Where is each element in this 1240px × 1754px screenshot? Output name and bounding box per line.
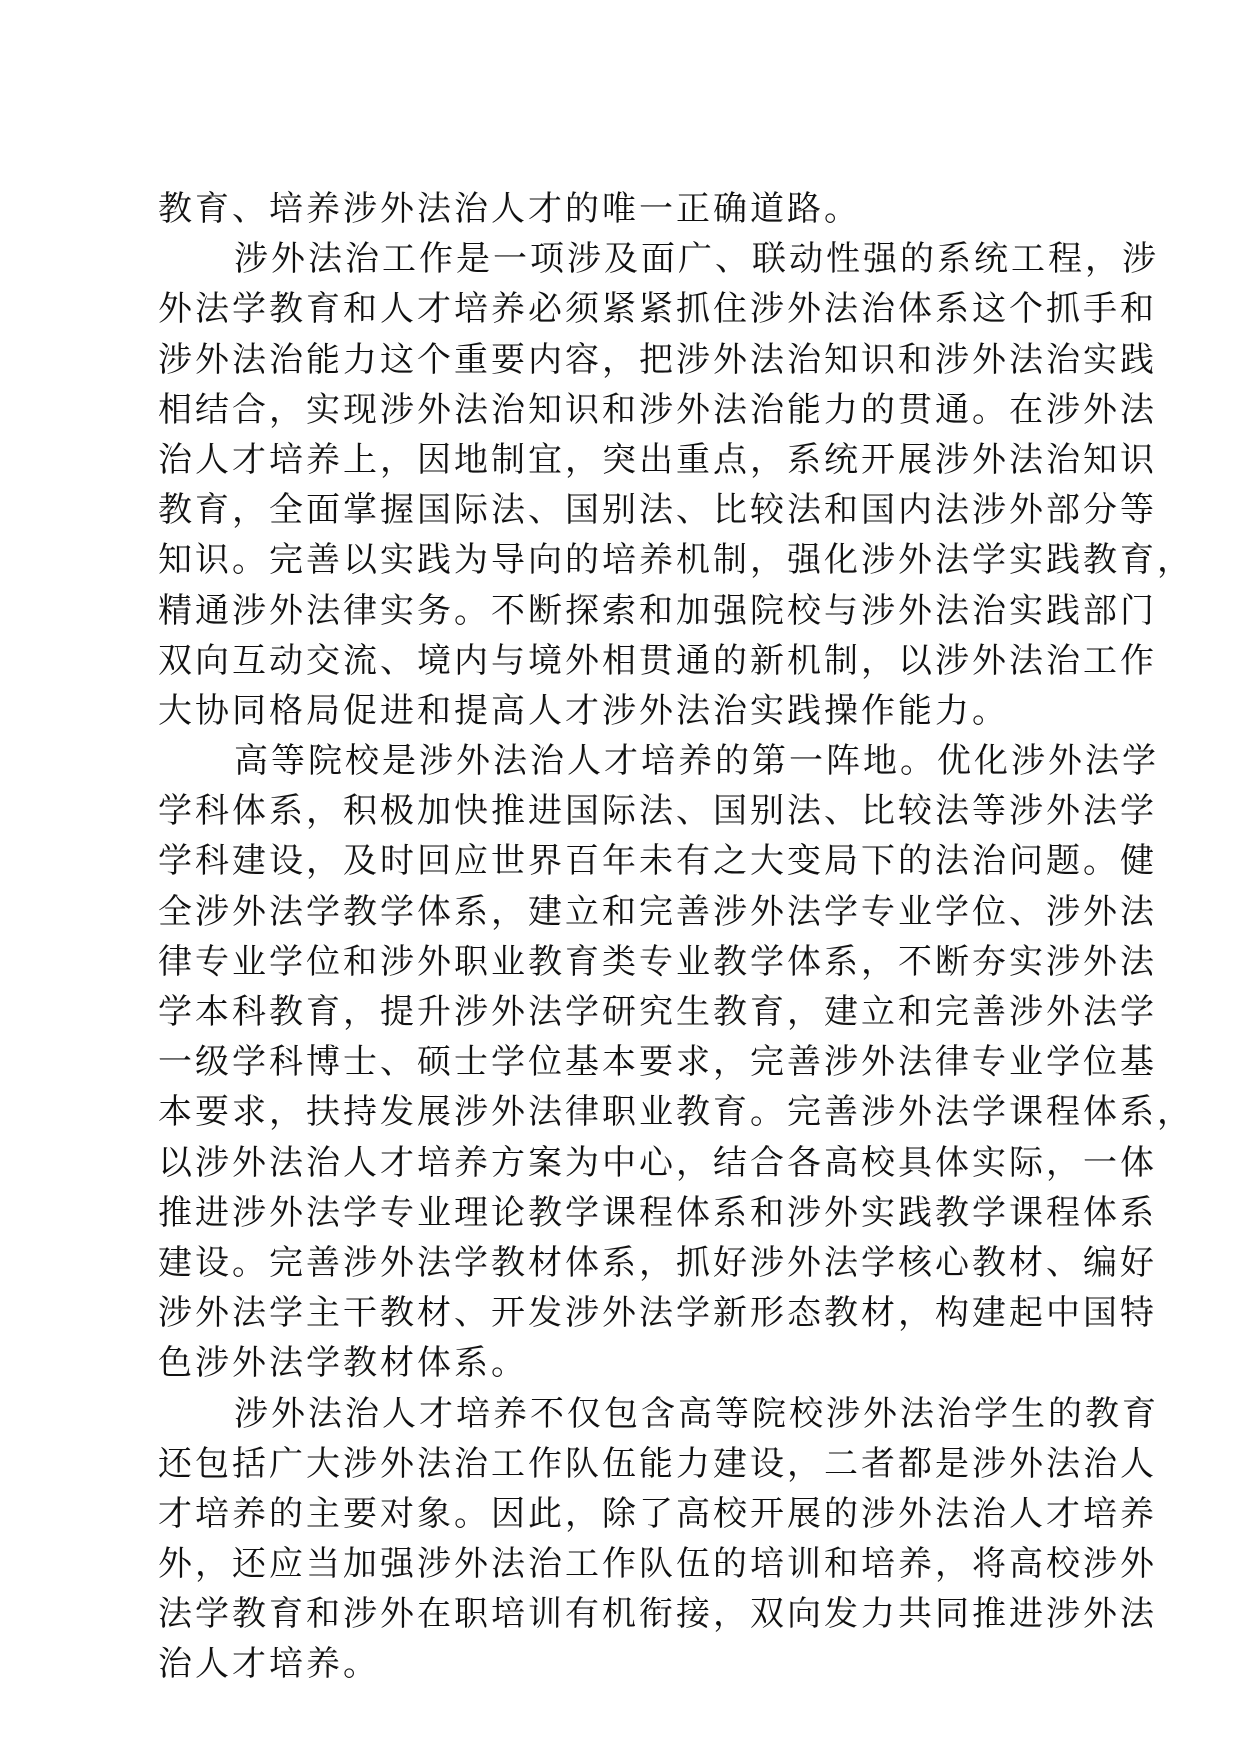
text-line: 涉外法学主干教材、开发涉外法学新形态教材，构建起中国特 [158,1293,1157,1334]
paragraph-3 [158,736,1194,1388]
text-line: 本要求，扶持发展涉外法律职业教育。完善涉外法学课程体系， [158,1092,1194,1133]
text-line: 全涉外法学教学体系，建立和完善涉外法学专业学位、涉外法 [158,891,1157,932]
text-line: 治人才培养上，因地制宜，突出重点，系统开展涉外法治知识 [158,439,1157,480]
text-line: 精通涉外法律实务。不断探索和加强院校与涉外法治实践部门 [158,590,1157,631]
text-line: 相结合，实现涉外法治知识和涉外法治能力的贯通。在涉外法 [158,389,1157,430]
paragraph-1 [158,184,1078,234]
text-line: 教育，全面掌握国际法、国别法、比较法和国内法涉外部分等 [158,490,1157,531]
text-line: 外法学教育和人才培养必须紧紧抓住涉外法治体系这个抓手和 [158,289,1157,330]
text-line: 律专业学位和涉外职业教育类专业教学体系，不断夯实涉外法 [158,941,1157,982]
text-line: 学本科教育，提升涉外法学研究生教育，建立和完善涉外法学 [158,992,1157,1032]
text-line: 学科体系，积极加快推进国际法、国别法、比较法等涉外法学 [158,791,1157,832]
text-line: 外，还应当加强涉外法治工作队伍的培训和培养，将高校涉外 [158,1544,1157,1585]
text-line: 建设。完善涉外法学教材体系，抓好涉外法学核心教材、编好 [158,1242,1157,1283]
text-line: 治人才培养。 [158,1644,380,1685]
text-line: 才培养的主要对象。因此，除了高校开展的涉外法治人才培养 [158,1493,1157,1534]
text-line: 以涉外法治人才培养方案为中心，结合各高校具体实际，一体 [158,1142,1157,1183]
text-line: 涉外法治能力这个重要内容，把涉外法治知识和涉外法治实践 [158,339,1157,380]
text-line: 学科建设，及时回应世界百年未有之大变局下的法治问题。健 [158,841,1157,882]
paragraph-2 [158,234,1194,736]
text-line: 教育、培养涉外法治人才的唯一正确道路。 [158,189,861,229]
text-line: 双向互动交流、境内与境外相贯通的新机制，以涉外法治工作 [158,640,1157,681]
text-line: 推进涉外法学专业理论教学课程体系和涉外实践教学课程体系 [158,1192,1157,1233]
paragraph-4 [158,1389,1159,1690]
body-text [158,184,1194,1690]
text-line: 色涉外法学教材体系。 [158,1343,528,1384]
text-line: 大协同格局促进和提高人才涉外法治实践操作能力。 [158,690,1009,731]
text-line: 知识。完善以实践为导向的培养机制，强化涉外法学实践教育， [158,540,1194,581]
text-line: 高等院校是涉外法治人才培养的第一阵地。优化涉外法学 [234,741,1159,782]
text-line: 还包括广大涉外法治工作队伍能力建设，二者都是涉外法治人 [158,1443,1157,1484]
text-line: 一级学科博士、硕士学位基本要求，完善涉外法律专业学位基 [158,1042,1157,1083]
text-line: 法学教育和涉外在职培训有机衔接，双向发力共同推进涉外法 [158,1594,1157,1635]
text-line: 涉外法治工作是一项涉及面广、联动性强的系统工程，涉 [234,239,1159,280]
text-line: 涉外法治人才培养不仅包含高等院校涉外法治学生的教育 [234,1393,1159,1434]
